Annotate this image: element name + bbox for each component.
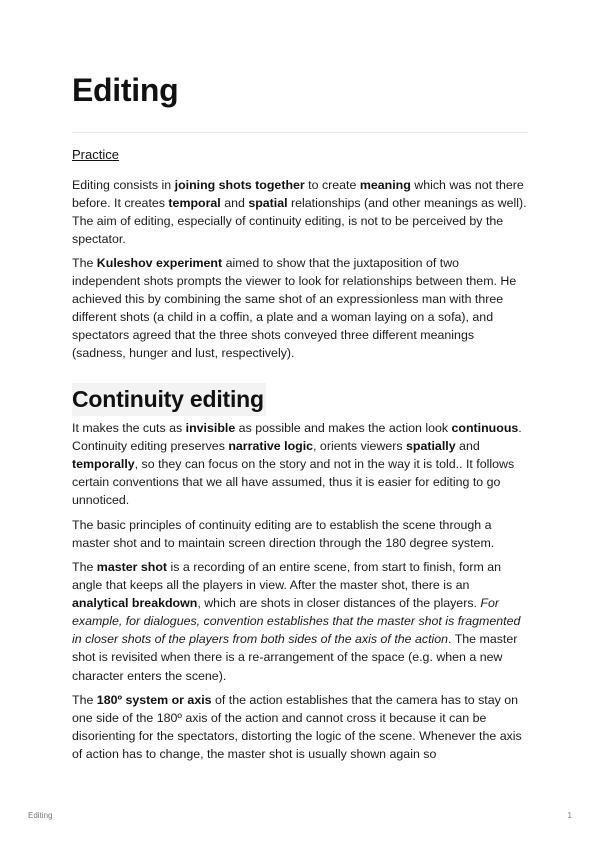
paragraph-editing-intro: Editing consists in joining shots together to create meaning which was not there before. It creates temporal and spatial relationships (and other meanings as well). The aim of editing, especially of continuity editing, is not to be perceived by the spectator. (72, 178, 527, 247)
paragraph-continuity-intro: It makes the cuts as invisible as possible and makes the action look continuous. Continuity editing preserves narrative logic, orients viewers spatially and temporally, so they can focus on the story and not in the way it is told.. It follows certain conventions that we all have assumed, thus it is easier for editing to go unnoticed. (72, 421, 522, 508)
practice-link[interactable]: Practice (72, 147, 119, 162)
paragraph-basic-principles: The basic principles of continuity editing are to establish the scene through a master shot and to maintain screen direction through the 180 degree system. (72, 518, 495, 551)
paragraph-kuleshov: The Kuleshov experiment aimed to show that the juxtaposition of two independent shots prompts the viewer to look for relationships between them. He achieved this by combining the same shot of an expressionless man with three different shots (a child in a coffin, a plate and a woman laying on a sofa), and spectators agreed that the three shots conveyed three different meanings (sadness, hunger and lust, respectively). (72, 256, 517, 361)
footer-page-number: 1 (567, 811, 572, 820)
section-heading-continuity-editing: Continuity editing (72, 383, 266, 416)
paragraph-180-system: The 180º system or axis of the action establishes that the camera has to stay on one side of the 180º axis of the action and cannot cross it because it can be disorienting for the spectators, distorting the logic of the scene. Whenever the axis of action has to change, the master shot is usually shown again so (72, 693, 522, 762)
title-divider (72, 132, 528, 133)
footer-document-title: Editing (28, 811, 53, 820)
paragraph-master-shot: The master shot is a recording of an entire scene, from start to finish, form an angle that keeps all the players in view. After the master shot, there is an analytical breakdown, which are shots in closer distances of the players. For example, for dialogues, convention establishes that the master shot is fragmented in closer shots of the players from both sides of the axis of the action. The master shot is revisited when there is a re-arrangement of the space (e.g. when a new character enters the scene). (72, 560, 521, 683)
page-title: Editing (72, 72, 179, 108)
